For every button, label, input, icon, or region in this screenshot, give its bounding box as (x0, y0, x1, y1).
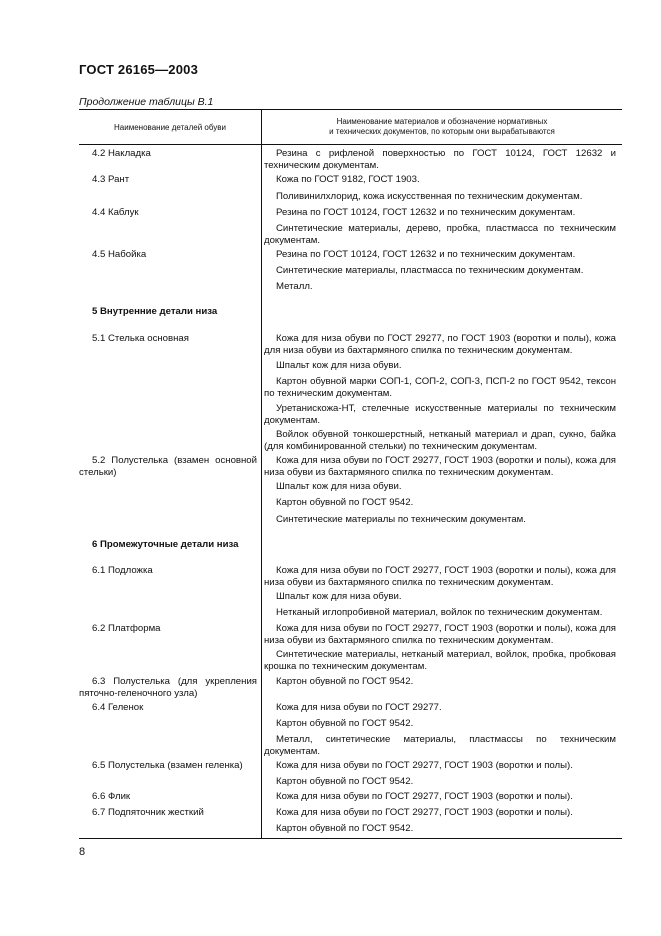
document-title: ГОСТ 26165—2003 (79, 62, 198, 77)
material-5-1-1: Кожа для низа обуви по ГОСТ 29277, по ГОСТ 1903 (воротки и полы), кожа для низа обуви из бахтармяного спилка по техническим документам. (264, 333, 616, 356)
part-6-3: 6.3 Полустелька (для укрепления пяточно-геленочного узла) (79, 676, 257, 699)
material-4-4-1: Резина по ГОСТ 10124, ГОСТ 12632 и по техническим документам. (276, 207, 576, 218)
material-6-1-1: Кожа для низа обуви по ГОСТ 29277, ГОСТ 1903 (воротки и полы), кожа для низа обуви из бахтармяного спилка по техническим документам. (264, 565, 616, 588)
part-6-1: 6.1 Подложка (92, 565, 153, 576)
material-4-5-1: Резина по ГОСТ 10124, ГОСТ 12632 и по техническим документам. (276, 249, 576, 260)
column-divider (261, 110, 262, 838)
material-4-3-1: Кожа по ГОСТ 9182, ГОСТ 1903. (276, 174, 420, 185)
header-divider (79, 144, 622, 145)
material-5-1-4: Уретанискожа-НТ, стелечные искусственные материалы по техническим документам. (264, 403, 616, 426)
material-6-3-1: Картон обувной по ГОСТ 9542. (276, 676, 414, 687)
material-5-2-4: Синтетические материалы по техническим документам. (276, 514, 526, 525)
material-6-4-2: Картон обувной по ГОСТ 9542. (276, 718, 414, 729)
part-4-3: 4.3 Рант (92, 174, 130, 185)
material-6-4-3: Металл, синтетические материалы, пластмассы по техническим документам. (264, 734, 616, 757)
material-6-7-2: Картон обувной по ГОСТ 9542. (276, 823, 414, 834)
column-header-materials-line-1: Наименование материалов и обозначение нормативных (336, 117, 548, 126)
material-5-2-3: Картон обувной по ГОСТ 9542. (276, 497, 414, 508)
material-6-4-1: Кожа для низа обуви по ГОСТ 29277. (276, 702, 442, 713)
section-6-heading: 6 Промежуточные детали низа (92, 539, 239, 550)
material-6-2-2: Синтетические материалы, нетканый материал, войлок, пробка, пробковая крошка по техническим документам. (264, 649, 616, 672)
material-6-6-1: Кожа для низа обуви по ГОСТ 29277, ГОСТ 1903 (воротки и полы). (276, 791, 573, 802)
material-6-7-1: Кожа для низа обуви по ГОСТ 29277, ГОСТ 1903 (воротки и полы). (276, 807, 573, 818)
part-6-7: 6.7 Подпяточник жесткий (92, 807, 204, 818)
part-4-2: 4.2 Накладка (92, 148, 151, 159)
material-5-1-5: Войлок обувной тонкошерстный, нетканый материал и драп, сукно, байка (для комбинированной стельки) по техническим документам. (264, 429, 616, 452)
part-6-6: 6.6 Флик (92, 791, 131, 802)
material-5-2-1: Кожа для низа обуви по ГОСТ 29277, ГОСТ 1903 (воротки и полы), кожа для низа обуви из бахтармяного спилка по техническим документам. (264, 455, 616, 478)
material-5-1-2: Шпальт кож для низа обуви. (276, 360, 402, 371)
material-6-5-2: Картон обувной по ГОСТ 9542. (276, 776, 414, 787)
column-header-materials (262, 110, 622, 144)
material-6-1-2: Шпальт кож для низа обуви. (276, 591, 402, 602)
part-4-4: 4.4 Каблук (92, 207, 139, 218)
part-6-5: 6.5 Полустелька (взамен геленка) (92, 760, 243, 771)
material-5-2-2: Шпальт кож для низа обуви. (276, 481, 402, 492)
material-4-2-1: Резина с рифленой поверхностью по ГОСТ 10124, ГОСТ 12632 и техническим документам. (264, 148, 616, 171)
part-6-4: 6.4 Геленок (92, 702, 144, 713)
material-5-1-3: Картон обувной марки СОП-1, СОП-2, СОП-3, ПСП-2 по ГОСТ 9542, тексон по техническим документам. (264, 376, 616, 399)
material-6-1-3: Нетканый иглопробивной материал, войлок по техническим документам. (276, 607, 603, 618)
materials-table (79, 109, 622, 839)
part-4-5: 4.5 Набойка (92, 249, 147, 260)
part-5-1: 5.1 Стелька основная (92, 333, 189, 344)
material-6-5-1: Кожа для низа обуви по ГОСТ 29277, ГОСТ 1903 (воротки и полы). (276, 760, 573, 771)
column-header-materials-line-2: и технических документов, по которым они вырабатываются (329, 127, 555, 136)
section-5-heading: 5 Внутренние детали низа (92, 306, 218, 317)
page-number: 8 (79, 846, 86, 858)
column-header-parts: Наименование деталей обуви (114, 122, 226, 132)
material-4-3-2: Поливинилхлорид, кожа искусственная по техническим документам. (276, 191, 583, 202)
part-6-2: 6.2 Платформа (92, 623, 161, 634)
material-4-5-3: Металл. (276, 281, 313, 292)
material-4-5-2: Синтетические материалы, пластмасса по техническим документам. (276, 265, 584, 276)
material-4-4-2: Синтетические материалы, дерево, пробка, пластмасса по техническим документам. (264, 223, 616, 246)
material-6-2-1: Кожа для низа обуви по ГОСТ 29277, ГОСТ 1903 (воротки и полы), кожа для низа обуви из бахтармяного спилка по техническим документам. (264, 623, 616, 646)
table-caption: Продолжение таблицы В.1 (79, 96, 214, 108)
part-5-2: 5.2 Полустелька (взамен основной стельки) (79, 455, 257, 478)
